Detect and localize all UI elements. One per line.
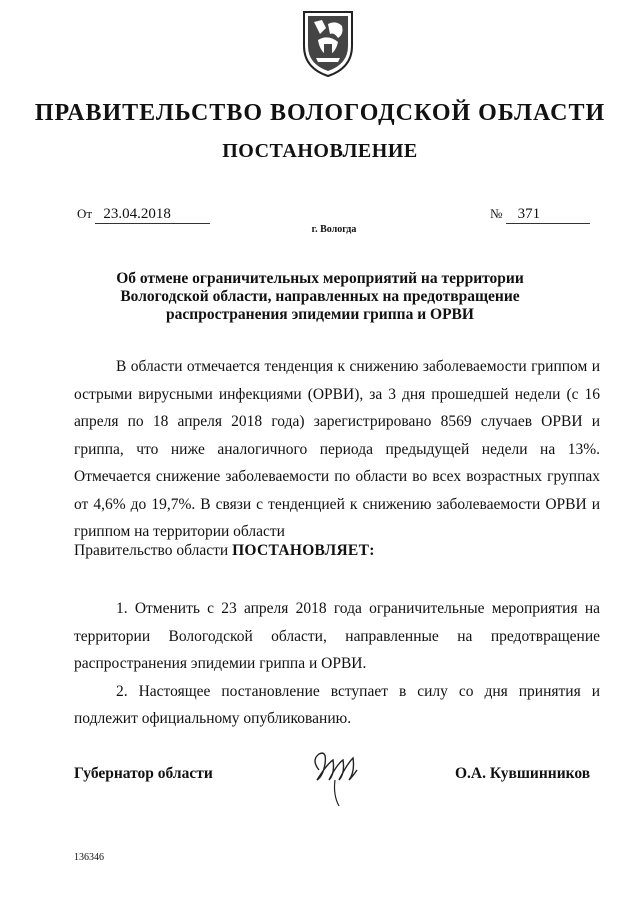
organization-title: ПРАВИТЕЛЬСТВО ВОЛОГОДСКОЙ ОБЛАСТИ <box>34 100 606 126</box>
subject-line: распространения эпидемии гриппа и ОРВИ <box>166 306 474 323</box>
document-date: 23.04.2018 <box>95 206 210 224</box>
number-prefix: № <box>490 206 503 221</box>
decree-word: ПОСТАНОВЛЯЕТ: <box>232 542 375 559</box>
subject-line: Вологодской области, направленных на предотвращение <box>120 288 520 305</box>
decree-item: 2. Настоящее постановление вступает в силу со дня принятия и подлежит официальному опубликованию. <box>74 682 600 727</box>
document-code: 136346 <box>74 852 104 863</box>
signatory-title: Губернатор области <box>74 765 213 782</box>
date-prefix: От <box>77 206 93 221</box>
decree-items <box>74 595 600 733</box>
decree-line <box>74 542 375 560</box>
signature-icon <box>305 740 365 810</box>
document-type: ПОСТАНОВЛЕНИЕ <box>222 140 418 162</box>
decree-prefix: Правительство области <box>74 542 229 559</box>
document-date-row <box>77 206 210 224</box>
preamble <box>74 353 600 546</box>
document-subject <box>110 270 530 324</box>
signatory-name: О.А. Кувшинников <box>455 765 591 782</box>
preamble-paragraph: В области отмечается тенденция к снижению заболеваемости гриппом и острыми вирусными инфекциями (ОРВИ), за 3 дня прошедшей недели (с 16 апреля по 18 апреля 2018 года) зарегистрировано 8569 случаев ОРВИ и гриппа, что ниже аналогичного периода предыдущей недели на 13%. Отмечается снижение заболеваемости по области во всех возрастных группах от 4,6% до 19,7%. В связи с тенденцией к снижению заболеваемости ОРВИ и гриппом на территории области <box>74 358 600 540</box>
city-label: г. Вологда <box>311 224 357 235</box>
coat-of-arms-icon <box>300 8 356 80</box>
decree-item: 1. Отменить с 23 апреля 2018 года ограничительные мероприятия на территории Вологодской области, направленные на предотвращение распространения эпидемии гриппа и ОРВИ. <box>74 600 600 672</box>
document-number: 371 <box>506 206 590 224</box>
subject-line: Об отмене ограничительных мероприятий на территории <box>116 270 524 287</box>
document-number-row <box>490 206 590 224</box>
